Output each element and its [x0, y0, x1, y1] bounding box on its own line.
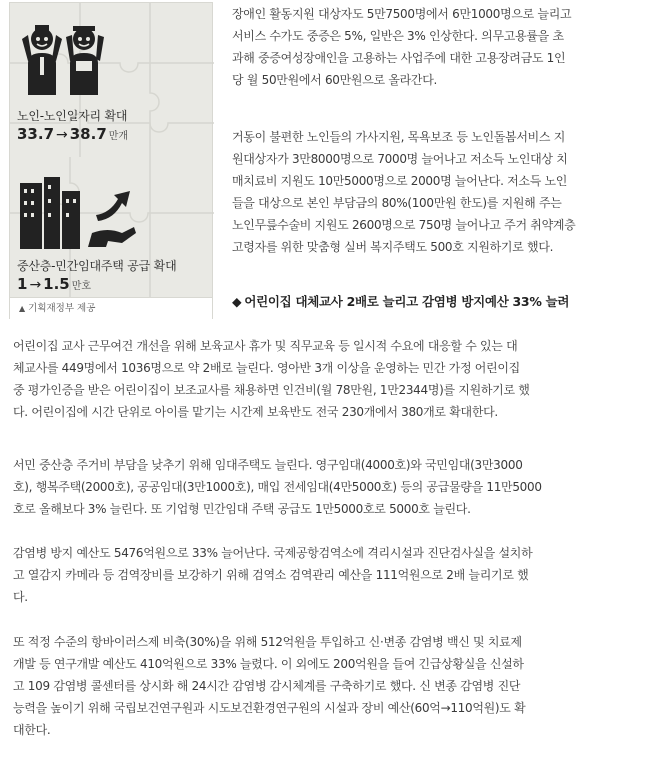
panel2-arrow: →: [29, 277, 42, 293]
elderly-jobs-panel: [10, 3, 214, 157]
panel2-figure: [17, 275, 91, 293]
text-line: 과해 중증여성장애인을 고용하는 사업주에 대한 고용장려금도 1인: [232, 51, 566, 65]
text-line: 고 열감지 카메라 등 검역장비를 보강하기 위해 검역소 검역관리 예산을 111억원으로 2배 늘리기로 했: [13, 568, 529, 582]
heading-marker: ◆: [232, 294, 242, 309]
paragraph-infectious-disease: [13, 631, 660, 741]
text-line: 거동이 불편한 노인들의 가사지원, 목욕보조 등 노인돌봄서비스 지: [232, 130, 566, 144]
credit-marker: ▲: [19, 304, 26, 313]
panel1-unit: 만개: [108, 131, 129, 142]
text-line: 호), 행복주택(2000호), 공공임대(3만1000호), 매입 전세임대(4만5000호) 등의 공급물량을 11만5000: [13, 480, 542, 494]
text-line: 개발 등 연구개발 예산도 410억원으로 33% 늘렸다. 이 외에도 200억원을 들여 긴급상황실을 신설하: [13, 657, 524, 671]
text-line: 대한다.: [13, 723, 51, 737]
rental-housing-panel: [10, 157, 214, 297]
panel1-title: 노인-노인일자리 확대: [17, 109, 128, 123]
text-line: 서민 중산층 주거비 부담을 낮추기 위해 임대주택도 늘린다. 영구임대(4000호)와 국민임대(3만3000: [13, 458, 523, 472]
panel1-arrow: →: [56, 127, 68, 143]
text-line: 당 월 50만원에서 60만원으로 올라간다.: [232, 73, 438, 87]
paragraph-daycare: [13, 335, 660, 423]
text-line: 매치료비 지원도 10만5000명으로 2000명 늘어난다. 저소득 노인: [232, 174, 568, 188]
text-line: 감염병 방지 예산도 5476억원으로 33% 늘어난다. 국제공항검역소에 격리시설과 진단검사실을 설치하: [13, 546, 533, 560]
text-line: 다. 어린이집에 시간 단위로 아이를 맡기는 시간제 보육반도 전국 230개에서 380개로 확대한다.: [13, 405, 498, 419]
panel2-from: 1: [17, 275, 28, 293]
text-line: 고 109 감염병 콜센터를 상시화 해 24시간 감염병 감시체계를 구축하기로 했다. 신 변종 감염병 진단: [13, 679, 521, 693]
text-line: 고령자를 위한 맞춤형 실버 복지주택도 500호 지원하기로 했다.: [232, 240, 554, 254]
section-heading: [232, 292, 569, 310]
panel1-to: 38.7: [69, 125, 107, 143]
elderly-workers-icon: [18, 17, 108, 97]
text-line: 중 평가인증을 받은 어린이집이 보조교사를 채용하면 인건비(월 78만원, 1만2344명)를 지원하기로 했: [13, 383, 530, 397]
panel2-title: 중산층-민간임대주택 공급 확대: [17, 259, 177, 273]
paragraph-disability-support: [232, 3, 660, 91]
image-credit: [10, 297, 212, 319]
paragraph-quarantine: [13, 542, 660, 608]
panel1-from: 33.7: [17, 125, 55, 143]
text-line: 장애인 활동지원 대상자도 5만7500명에서 6만1000명으로 늘리고: [232, 7, 572, 21]
panel1-figure: [17, 125, 128, 143]
text-line: 들을 대상으로 본인 부담금의 80%(100만원 한도)를 지원해 주는: [232, 196, 562, 210]
text-line: 체교사를 449명에서 1036명으로 약 2배로 늘린다. 영아반 3개 이상을 운영하는 민간 가정 어린이집: [13, 361, 520, 375]
paragraph-housing: [13, 454, 660, 520]
buildings-hand-icon: [18, 177, 138, 251]
text-line: 능력을 높이기 위해 국립보건연구원과 시도보건환경연구원의 시설과 장비 예산(60억→110억원)도 확: [13, 701, 526, 715]
credit-text: 기획재정부 제공: [28, 303, 96, 314]
text-line: 서비스 수가도 중증은 5%, 일반은 3% 인상한다. 의무고용률을 초: [232, 29, 564, 43]
paragraph-elderly-care: [232, 126, 660, 258]
heading-text: 어린이집 대체교사 2배로 늘리고 감염병 방지예산 33% 늘려: [244, 294, 570, 309]
infographic-sidebar: [9, 2, 213, 319]
text-line: 또 적정 수준의 항바이러스제 비축(30%)을 위해 512억원을 투입하고 신·변종 감염병 백신 및 치료제: [13, 635, 522, 649]
text-line: 다.: [13, 590, 28, 604]
panel2-unit: 만호: [71, 281, 92, 292]
panel2-to: 1.5: [43, 275, 70, 293]
text-line: 어린이집 교사 근무여건 개선을 위해 보육교사 휴가 및 직무교육 등 일시적 수요에 대응할 수 있는 대: [13, 339, 518, 353]
text-line: 원대상자가 3만8000명으로 7000명 늘어나고 저소득 노인대상 치: [232, 152, 568, 166]
text-line: 호로 올해보다 3% 늘린다. 또 기업형 민간임대 주택 공급도 1만5000호로 5000호 늘린다.: [13, 502, 471, 516]
text-line: 노인무릎수술비 지원도 2600명으로 750명 늘어나고 주거 취약계층: [232, 218, 576, 232]
